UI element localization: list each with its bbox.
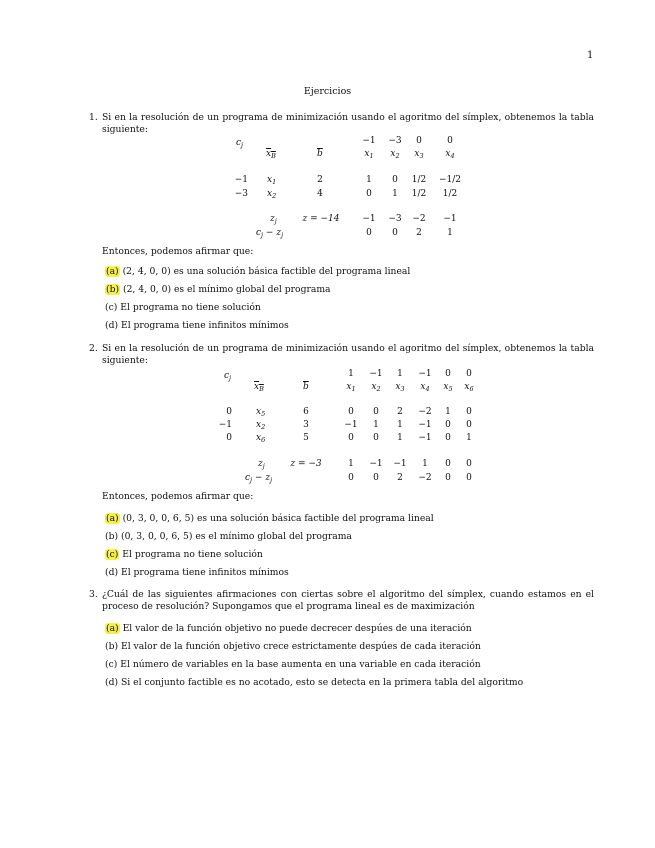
table-cell: −2 <box>418 407 432 417</box>
cz-label: $c_j - z_j$ <box>256 228 284 239</box>
question-2 <box>89 343 594 367</box>
zj-cell: −2 <box>412 214 426 224</box>
option-label: (d) <box>105 320 119 331</box>
option-c[interactable] <box>105 301 410 319</box>
option-label: (b) <box>105 641 119 652</box>
table-cell: 1 <box>366 175 372 185</box>
option-label: (c) <box>105 302 118 313</box>
option-label: (b) <box>106 284 120 295</box>
option-text: El programa no tiene solución <box>120 302 261 313</box>
cost-cell: 0 <box>466 369 472 379</box>
cost-cell: −1 <box>362 136 376 146</box>
table-cell: −1 <box>418 433 432 443</box>
option-label: (b) <box>105 531 119 542</box>
table-cell: 1 <box>392 189 398 199</box>
option-label: (a) <box>106 513 119 524</box>
cz-cell: 0 <box>348 473 354 483</box>
z-value: z = −3 <box>290 459 322 469</box>
var-header: $x_2$ <box>390 149 400 160</box>
table-cell: 0 <box>366 189 372 199</box>
row-cost: −1 <box>234 175 248 185</box>
page-title: Ejercicios <box>303 86 352 97</box>
question-number: 1. <box>89 112 98 123</box>
row-basis: $x_6$ <box>256 433 266 444</box>
table-cell: 1/2 <box>411 175 427 185</box>
table-cell: 1 <box>397 433 403 443</box>
var-header: $x_6$ <box>464 382 474 393</box>
table-cell: 0 <box>373 433 379 443</box>
table-cell: 0 <box>348 407 354 417</box>
option-label: (c) <box>106 549 119 560</box>
option-label: (d) <box>105 677 119 688</box>
var-header: $x_3$ <box>395 382 405 393</box>
table-cell: 0 <box>348 433 354 443</box>
table-cell: 1 <box>397 420 403 430</box>
option-label: (d) <box>105 567 119 578</box>
var-header: $x_2$ <box>371 382 381 393</box>
cz-cell: 0 <box>466 473 472 483</box>
cz-cell: 2 <box>397 473 403 483</box>
option-text: El número de variables en la base aumenta en una variable en cada iteración <box>120 659 481 670</box>
zj-cell: 0 <box>466 459 472 469</box>
cz-cell: −2 <box>418 473 432 483</box>
option-a[interactable] <box>105 265 410 283</box>
cost-cell: 1 <box>397 369 403 379</box>
var-header: $x_5$ <box>443 382 453 393</box>
zj-cell: −1 <box>393 459 407 469</box>
option-d[interactable] <box>105 319 410 337</box>
b-header: $\overline{b}$ <box>317 149 323 159</box>
option-a[interactable] <box>105 512 434 530</box>
table-cell: 0 <box>466 407 472 417</box>
table-cell: 1/2 <box>442 189 458 199</box>
option-d[interactable] <box>105 676 523 694</box>
row-basis: $x_1$ <box>267 175 277 186</box>
row-basis: $x_2$ <box>267 189 277 200</box>
option-text: El programa no tiene solución <box>122 549 263 560</box>
option-text: (0, 3, 0, 0, 6, 5) es una solución básica factible del programa lineal <box>122 513 434 524</box>
table-cell: 0 <box>445 433 451 443</box>
row-cost: −3 <box>234 189 248 199</box>
row-b: 5 <box>303 433 309 443</box>
question-text: ¿Cuál de las siguientes afirmaciones con ciertas sobre el algoritmo del símplex, cuando estamos en el proceso de resolución? Supongamos que el programa lineal es de maximización <box>102 589 594 612</box>
var-header: $x_4$ <box>445 149 455 160</box>
cost-cell: 0 <box>416 136 422 146</box>
zj-cell: 1 <box>348 459 354 469</box>
option-text: El valor de la función objetivo no puede decrecer despúes de una iteración <box>122 623 472 634</box>
table-cell: 1 <box>445 407 451 417</box>
row-basis: $x_5$ <box>256 407 266 418</box>
zj-cell: 1 <box>422 459 428 469</box>
table-cell: −1/2 <box>438 175 462 185</box>
option-text: El programa tiene infinitos mínimos <box>120 320 289 331</box>
row-cost: −1 <box>218 420 232 430</box>
zj-cell: −1 <box>369 459 383 469</box>
option-text: Si el conjunto factible es no acotado, esto se detecta en la primera tabla del algoritmo <box>120 677 524 688</box>
option-text: (2, 4, 0, 0) es el mínimo global del programa <box>122 284 331 295</box>
table-cell: 0 <box>392 175 398 185</box>
table-cell: 0 <box>373 407 379 417</box>
follow-text: Entonces, podemos afirmar que: <box>102 246 254 257</box>
option-text: (2, 4, 0, 0) es una solución básica factible del programa lineal <box>122 266 411 277</box>
table-cell: −1 <box>418 420 432 430</box>
zj-label: $z_j$ <box>270 214 277 225</box>
row-b: 2 <box>317 175 323 185</box>
option-text: El programa tiene infinitos mínimos <box>120 567 289 578</box>
cz-cell: 0 <box>392 228 398 238</box>
options-1 <box>105 265 410 337</box>
option-c[interactable] <box>105 658 523 676</box>
table-cell: 1/2 <box>411 189 427 199</box>
cj-label: $c_j$ <box>236 138 244 149</box>
cost-cell: −1 <box>369 369 383 379</box>
row-cost: 0 <box>226 407 232 417</box>
zj-label: $z_j$ <box>258 459 265 470</box>
question-number: 3. <box>89 589 98 600</box>
table-cell: 2 <box>397 407 403 417</box>
question-3 <box>89 589 594 613</box>
cost-cell: −1 <box>418 369 432 379</box>
options-2 <box>105 512 434 584</box>
z-value: z = −14 <box>302 214 340 224</box>
var-header: $x_3$ <box>414 149 424 160</box>
option-a[interactable] <box>105 622 523 640</box>
question-text: Si en la resolución de un programa de minimización usando el agoritmo del símplex, obtenemos la tabla siguiente: <box>102 343 594 366</box>
option-d[interactable] <box>105 566 434 584</box>
zj-cell: −3 <box>388 214 402 224</box>
cz-cell: 0 <box>366 228 372 238</box>
zj-cell: 0 <box>445 459 451 469</box>
page-number: 1 <box>587 50 594 61</box>
table-cell: 0 <box>466 420 472 430</box>
cz-cell: 0 <box>445 473 451 483</box>
row-b: 4 <box>317 189 323 199</box>
var-header: $x_4$ <box>420 382 430 393</box>
question-number: 2. <box>89 343 98 354</box>
cost-cell: 0 <box>445 369 451 379</box>
table-cell: 0 <box>445 420 451 430</box>
option-label: (a) <box>106 623 119 634</box>
xb-header: $x_B$ <box>266 149 276 160</box>
table-cell: −1 <box>344 420 358 430</box>
var-header: $x_1$ <box>346 382 356 393</box>
row-b: 6 <box>303 407 309 417</box>
cost-cell: 1 <box>348 369 354 379</box>
option-b[interactable] <box>105 640 523 658</box>
table-cell: 1 <box>466 433 472 443</box>
zj-cell: −1 <box>362 214 376 224</box>
var-header: $x_1$ <box>364 149 374 160</box>
question-1 <box>89 112 594 136</box>
cz-label: $c_j - z_j$ <box>245 473 273 484</box>
option-b[interactable] <box>105 530 434 548</box>
xb-header: $x_B$ <box>254 382 264 393</box>
option-b[interactable] <box>105 283 410 301</box>
options-3 <box>105 622 523 694</box>
cost-cell: −3 <box>388 136 402 146</box>
option-c[interactable] <box>105 548 434 566</box>
option-label: (a) <box>106 266 119 277</box>
cz-cell: 2 <box>416 228 422 238</box>
row-b: 3 <box>303 420 309 430</box>
cz-cell: 1 <box>447 228 453 238</box>
cz-cell: 0 <box>373 473 379 483</box>
follow-text: Entonces, podemos afirmar que: <box>102 491 254 502</box>
b-header: $\overline{b}$ <box>303 382 309 392</box>
option-text: (0, 3, 0, 0, 6, 5) es el mínimo global del programa <box>120 531 352 542</box>
cj-label: $c_j$ <box>224 371 232 382</box>
option-text: El valor de la función objetivo crece estrictamente despúes de cada iteración <box>120 641 481 652</box>
question-text: Si en la resolución de un programa de minimización usando el agoritmo del símplex, obtenemos la tabla siguiente: <box>102 112 594 135</box>
row-cost: 0 <box>226 433 232 443</box>
cost-cell: 0 <box>447 136 453 146</box>
zj-cell: −1 <box>443 214 457 224</box>
table-cell: 1 <box>373 420 379 430</box>
option-label: (c) <box>105 659 118 670</box>
row-basis: $x_2$ <box>256 420 266 431</box>
